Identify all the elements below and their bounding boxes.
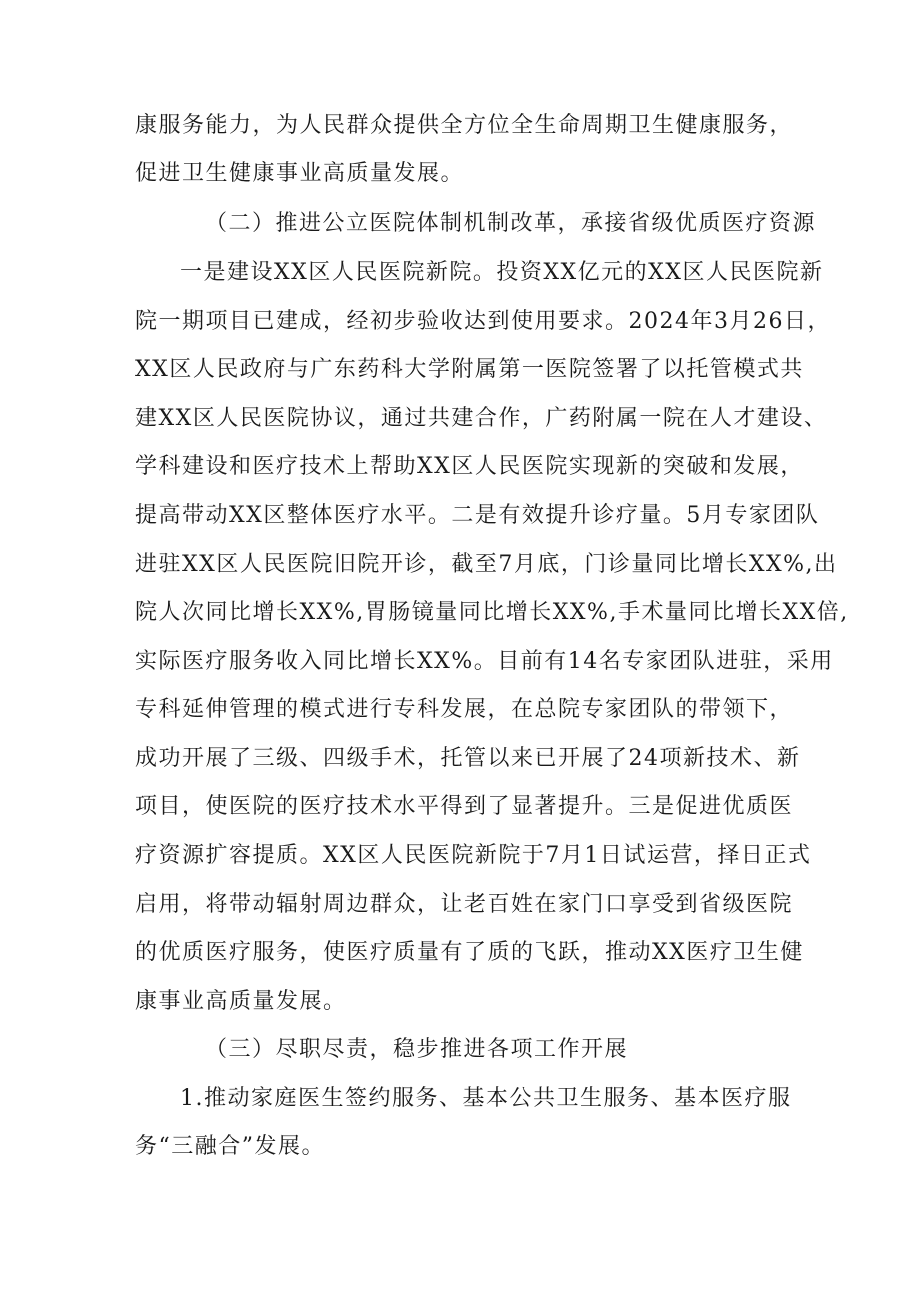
text-line-1: 康服务能力，为人民群众提供全方位全生命周期卫生健康服务， — [135, 113, 794, 138]
text-line-9: 提高带动XX区整体医疗水平。二是有效提升诊疗量。5月专家团队 — [135, 503, 820, 528]
text-line-5: 院一期项目已建成，经初步验收达到使用要求。2024年3月26日， — [135, 309, 831, 334]
text-line-10: 进驻XX区人民医院旧院开诊，截至7月底，门诊量同比增长XX%,出 — [135, 552, 838, 577]
text-line-14: 成功开展了三级、四级手术，托管以来已开展了24项新技术、新 — [135, 746, 801, 771]
section-heading-2: （二）推进公立医院体制机制改革，承接省级优质医疗资源 — [205, 211, 817, 236]
text-line-8: 学科建设和医疗技术上帮助XX区人民医院实现新的突破和发展， — [135, 454, 804, 479]
text-line-7: 建XX区人民医院协议，通过共建合作，广药附属一院在人才建设、 — [135, 406, 828, 431]
text-line-18: 的优质医疗服务，使医疗质量有了质的飞跃，推动XX医疗卫生健 — [135, 940, 804, 965]
text-line-17: 启用，将带动辐射周边群众，让老百姓在家门口享受到省级医院 — [135, 892, 794, 917]
text-line-4: 一是建设XX区人民医院新院。投资XX亿元的XX区人民医院新 — [180, 260, 824, 285]
text-line-6: XX区人民政府与广东药科大学附属第一医院签署了以托管模式共 — [135, 357, 804, 382]
text-line-11: 院人次同比增长XX%,胃肠镜量同比增长XX%,手术量同比增长XX倍, — [135, 600, 849, 625]
text-line-2: 促进卫生健康事业高质量发展。 — [135, 161, 465, 186]
text-line-12: 实际医疗服务收入同比增长XX%。目前有14名专家团队进驻，采用 — [135, 649, 834, 674]
list-item-1-line-1: 1.推动家庭医生签约服务、基本公共卫生服务、基本医疗服 — [180, 1086, 792, 1111]
section-heading-3: （三）尽职尽责，稳步推进各项工作开展 — [205, 1037, 629, 1062]
text-line-16: 疗资源扩容提质。XX区人民医院新院于7月1日试运营，择日正式 — [135, 843, 812, 868]
text-line-19: 康事业高质量发展。 — [135, 989, 347, 1014]
text-line-15: 项目，使医院的医疗技术水平得到了显著提升。三是促进优质医 — [135, 794, 794, 819]
text-line-13: 专科延伸管理的模式进行专科发展，在总院专家团队的带领下， — [135, 697, 794, 722]
list-item-1-line-2: 务“三融合”发展。 — [135, 1134, 325, 1159]
